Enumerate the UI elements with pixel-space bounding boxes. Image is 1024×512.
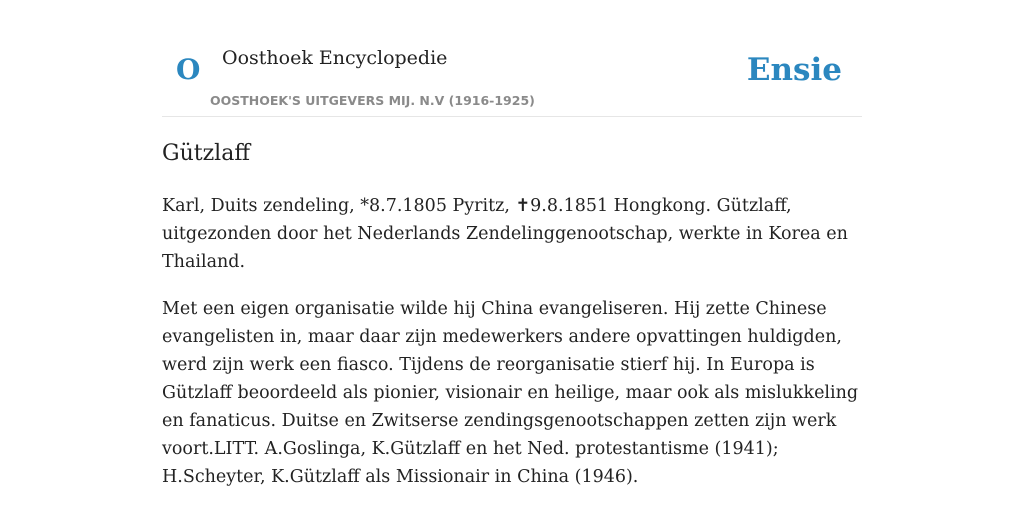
- publisher-subtitle: OOSTHOEK'S UITGEVERS MIJ. N.V (1916-1925): [210, 93, 535, 108]
- article-paragraph: Karl, Duits zendeling, *8.7.1805 Pyritz, ✝9.8.1851 Hongkong. Gützlaff, uitgezonden door het Nederlands Zendelinggenootschap, werkte in Korea en Thailand.: [162, 196, 848, 272]
- encyclopedia-title-link[interactable]: Oosthoek Encyclopedie: [222, 47, 448, 69]
- encyclopedia-logo-link[interactable]: O: [176, 53, 201, 86]
- site-header: [162, 0, 862, 117]
- article-title: Gützlaff: [162, 141, 250, 166]
- article: [162, 136, 862, 491]
- article-paragraph: Met een eigen organisatie wilde hij China evangeliseren. Hij zette Chinese evangelisten in, maar daar zijn medewerkers andere opvattingen huldigden, werd zijn werk een fiasco. Tijdens de reorganisatie stierf hij. In Europa is Gützlaff beoordeeld als pionier, visionair en heilige, maar ook als mislukkeling en fanaticus. Duitse en Zwitserse zendingsgenootschappen zetten zijn werk voort.LITT. A.Goslinga, K.Gützlaff en het Ned. protestantisme (1941); H.Scheyter, K.Gützlaff als Missionair in China (1946).: [162, 299, 859, 487]
- ensie-brand-link[interactable]: Ensie: [746, 52, 842, 88]
